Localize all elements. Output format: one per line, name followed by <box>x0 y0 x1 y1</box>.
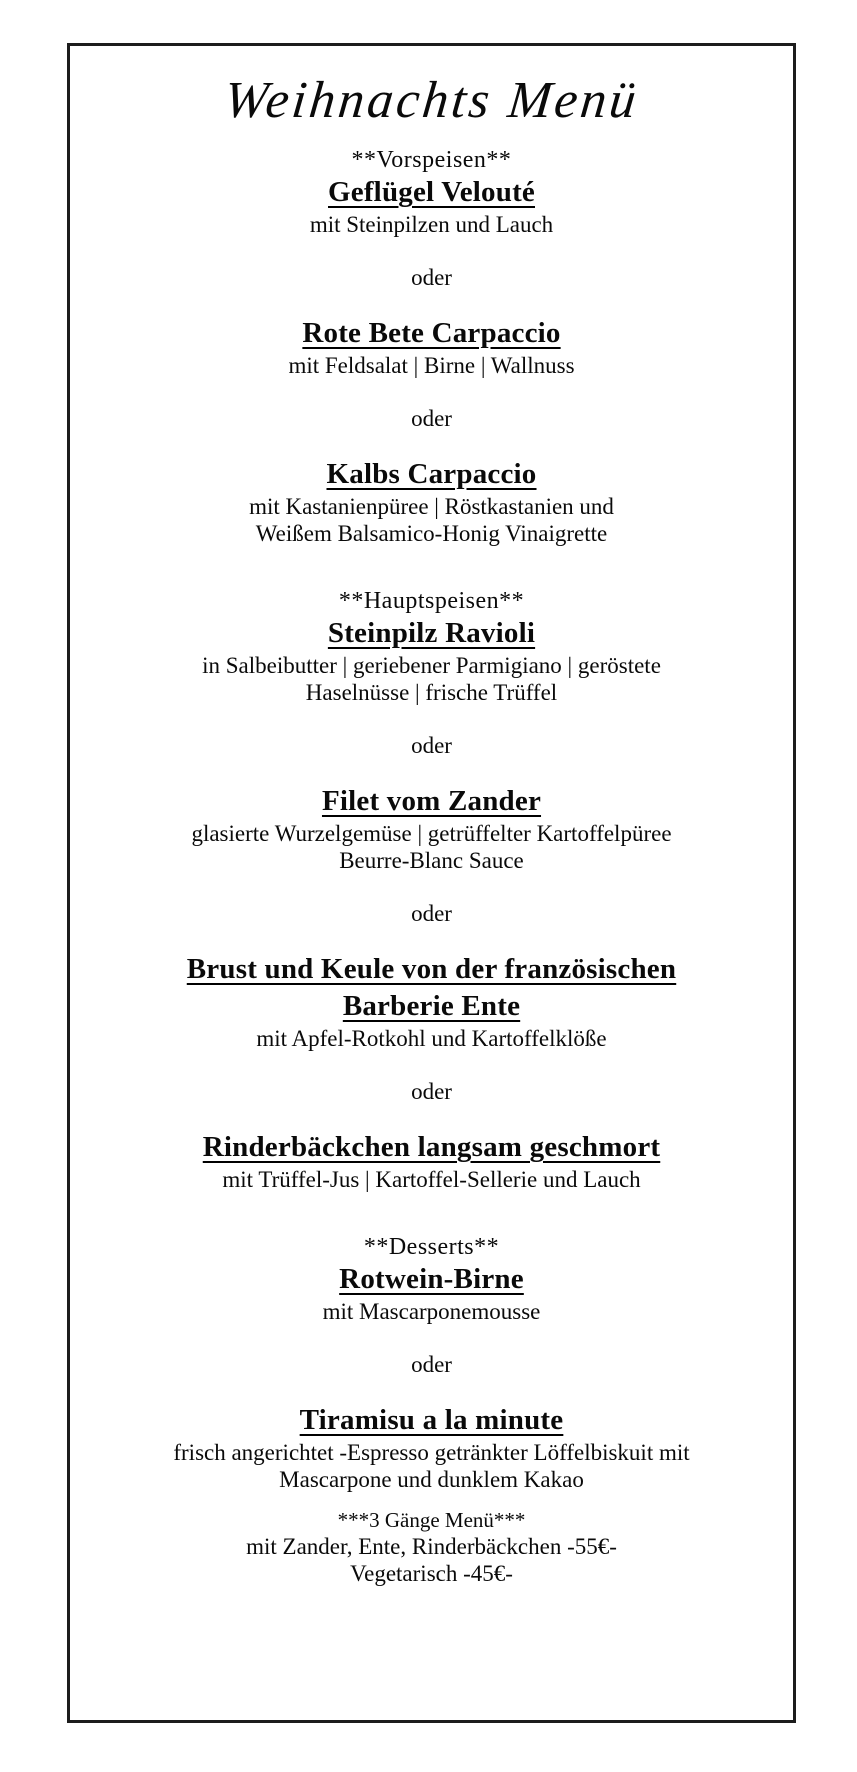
section-desserts <box>70 1233 793 1493</box>
dish-description-line: mit Kastanienpüree | Röstkastanien und <box>249 494 614 519</box>
dish-barberie-ente <box>70 951 793 1025</box>
dish-name: Rote Bete Carpaccio <box>302 317 561 349</box>
course-separator: oder <box>411 901 452 926</box>
dish-tiramisu <box>70 1402 793 1439</box>
dish-name: Filet vom Zander <box>321 785 542 817</box>
dish-description-line: mit Trüffel-Jus | Kartoffel-Sellerie und Lauch <box>222 1167 641 1192</box>
pricing-line-full-menu: mit Zander, Ente, Rinderbäckchen -55€- <box>246 1534 617 1559</box>
menu-pricing <box>70 1507 793 1587</box>
menu-frame <box>67 43 796 1723</box>
dish-description-line: Mascarpone und dunklem Kakao <box>279 1467 584 1492</box>
dish-rinderbaeckchen <box>70 1129 793 1166</box>
section-label-desserts: **Desserts** <box>363 1234 500 1260</box>
dish-description-line: Haselnüsse | frische Trüffel <box>305 680 558 705</box>
pricing-line-vegetarian: Vegetarisch -45€- <box>350 1561 513 1586</box>
dish-name: Rotwein-Birne <box>339 1263 524 1295</box>
dish-filet-vom-zander <box>70 783 793 820</box>
section-hauptspeisen <box>70 587 793 1193</box>
section-label-hauptspeisen: **Hauptspeisen** <box>338 588 525 614</box>
dish-name: Rinderbäckchen langsam geschmort <box>202 1131 661 1163</box>
dish-name: Steinpilz Ravioli <box>327 617 536 649</box>
dish-kalbs-carpaccio <box>70 456 793 493</box>
dish-name: Geflügel Velouté <box>328 176 535 208</box>
dish-description-line: mit Feldsalat | Birne | Wallnuss <box>288 353 575 378</box>
menu-title: Weihnachts Menü <box>221 72 642 129</box>
course-separator: oder <box>411 1079 452 1104</box>
dish-steinpilz-ravioli <box>70 615 793 652</box>
course-separator: oder <box>411 265 452 290</box>
dish-rote-bete-carpaccio <box>70 315 793 352</box>
dish-description-line: Weißem Balsamico-Honig Vinaigrette <box>255 521 608 546</box>
pricing-title: ***3 Gänge Menü*** <box>337 1508 526 1532</box>
course-separator: oder <box>411 733 452 758</box>
dish-description-line: mit Mascarponemousse <box>322 1299 541 1324</box>
dish-description-line: Beurre-Blanc Sauce <box>339 848 524 873</box>
dish-name: Tiramisu a la minute <box>299 1404 564 1436</box>
dish-name: Kalbs Carpaccio <box>326 458 537 490</box>
dish-gefluegel-veloute <box>70 174 793 211</box>
dish-description-line: frisch angerichtet -Espresso getränkter Löffelbiskuit mit <box>173 1440 690 1465</box>
dish-description-line: in Salbeibutter | geriebener Parmigiano | geröstete <box>202 653 661 678</box>
dish-name: Brust und Keule von der französischen Barberie Ente <box>186 953 677 1022</box>
dish-rotwein-birne <box>70 1261 793 1298</box>
section-label-vorspeisen: **Vorspeisen** <box>351 147 512 173</box>
dish-description-line: glasierte Wurzelgemüse | getrüffelter Kartoffelpüree <box>191 821 672 846</box>
section-vorspeisen <box>70 146 793 547</box>
course-separator: oder <box>411 1352 452 1377</box>
dish-description-line: mit Apfel-Rotkohl und Kartoffelklöße <box>256 1026 607 1051</box>
course-separator: oder <box>411 406 452 431</box>
dish-description-line: mit Steinpilzen und Lauch <box>309 212 554 237</box>
